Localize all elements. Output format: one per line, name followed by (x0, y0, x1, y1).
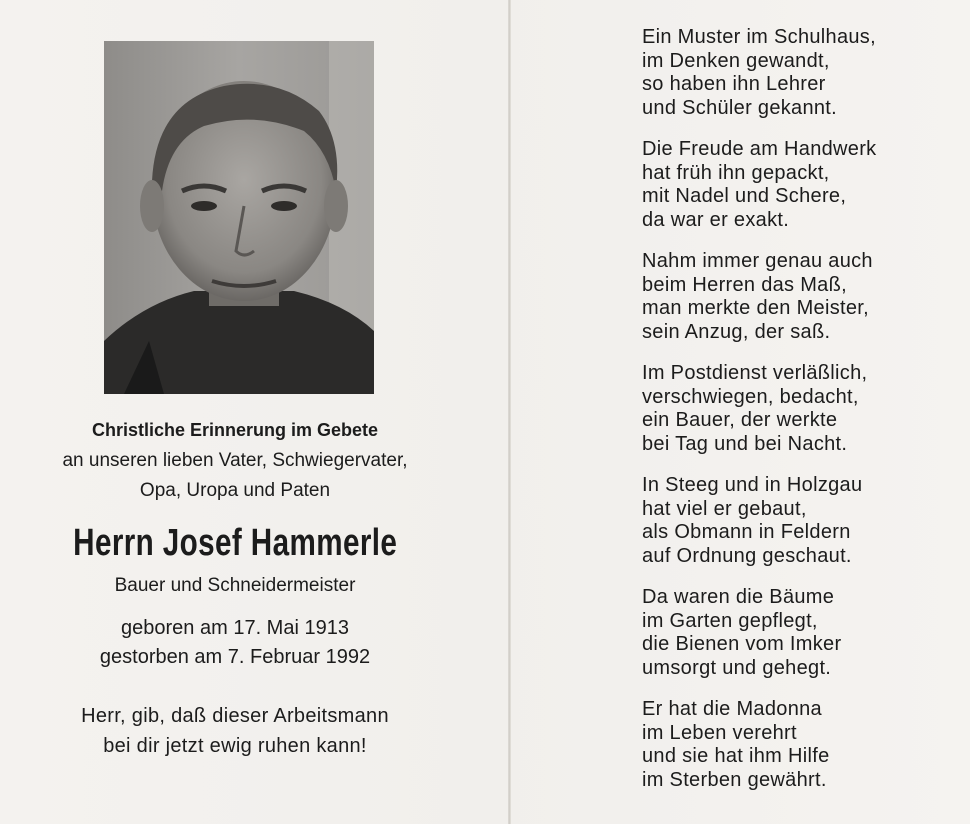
poem-stanza (642, 138, 962, 232)
prayer-line: Herr, gib, daß dieser Arbeitsmann (81, 705, 389, 727)
deceased-name: Herrn Josef Hammerle (73, 522, 398, 564)
poem-line: bei Tag und bei Nacht. (642, 432, 848, 455)
poem-line: im Garten gepflegt, (642, 609, 818, 632)
poem-line: Im Postdienst verläßlich, (642, 362, 868, 384)
poem-stanza (642, 698, 962, 792)
poem-line: mit Nadel und Schere, (642, 185, 847, 207)
poem-stanza (642, 26, 962, 120)
poem-line: hat früh ihn gepackt, (642, 161, 830, 184)
dedication-line: Opa, Uropa und Paten (139, 480, 331, 501)
poem-line: und Schüler gekannt. (642, 96, 838, 119)
card-fold-line (508, 0, 511, 824)
death-date: gestorben am 7. Februar 1992 (99, 646, 371, 668)
occupation: Bauer und Schneidermeister (114, 575, 356, 596)
poem-line: sein Anzug, der saß. (642, 320, 831, 343)
portrait-photo (104, 41, 374, 394)
poem-line: Ein Muster im Schulhaus, (642, 26, 876, 48)
poem-line: In Steeg und in Holzgau (642, 474, 863, 496)
poem-line: Er hat die Madonna (642, 698, 822, 720)
poem-line: Da waren die Bäume (642, 586, 835, 608)
poem-line: im Denken gewandt, (642, 49, 830, 72)
poem-line: als Obmann in Feldern (642, 521, 851, 543)
poem-line: verschwiegen, bedacht, (642, 385, 859, 408)
poem-line: ein Bauer, der werkte (642, 409, 838, 431)
prayer-line: bei dir jetzt ewig ruhen kann! (103, 735, 367, 757)
poem-line: man merkte den Meister, (642, 297, 869, 319)
poem-line: da war er exakt. (642, 208, 790, 231)
poem-line: die Bienen vom Imker (642, 633, 842, 655)
poem-line: im Leben verehrt (642, 721, 797, 744)
poem-line: Nahm immer genau auch (642, 250, 873, 272)
dedication-line: an unseren lieben Vater, Schwiegervater, (62, 450, 408, 471)
poem-line: im Sterben gewährt. (642, 768, 827, 791)
birth-date: geboren am 17. Mai 1913 (121, 617, 349, 639)
poem-line: umsorgt und gehegt. (642, 656, 832, 679)
poem-line: beim Herren das Maß, (642, 273, 847, 296)
memorial-poem (642, 26, 962, 810)
poem-line: Die Freude am Handwerk (642, 138, 877, 160)
poem-line: so haben ihn Lehrer (642, 73, 826, 95)
memorial-heading: Christliche Erinnerung im Gebete (91, 420, 379, 440)
poem-stanza (642, 586, 962, 680)
poem-stanza (642, 250, 962, 344)
poem-stanza (642, 474, 962, 568)
poem-line: hat viel er gebaut, (642, 497, 807, 520)
poem-line: auf Ordnung geschaut. (642, 544, 852, 567)
poem-stanza (642, 362, 962, 456)
poem-line: und sie hat ihm Hilfe (642, 745, 830, 767)
